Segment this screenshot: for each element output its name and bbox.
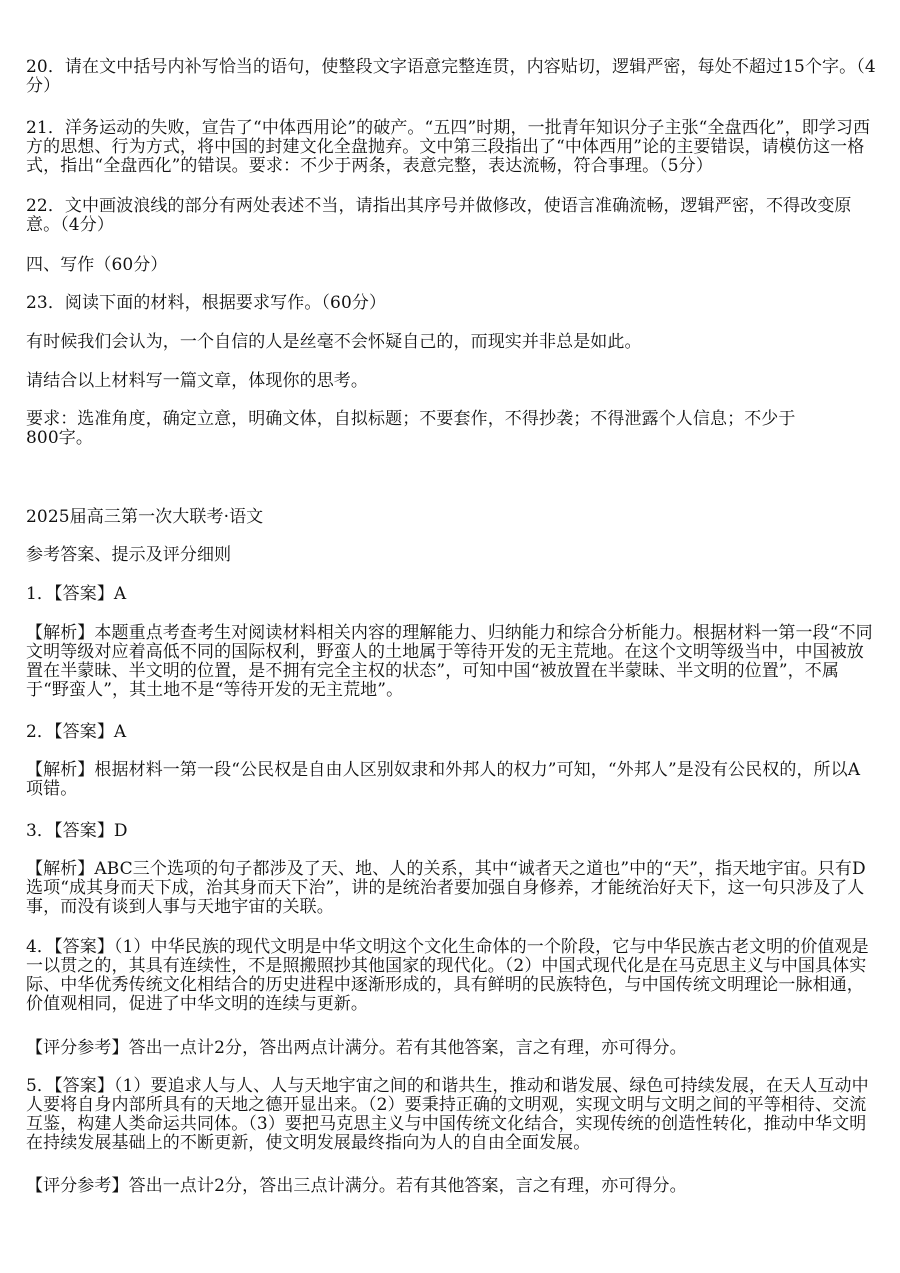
question-21: 21．洋务运动的失败，宣告了“中体西用论”的破产。“五四”时期，一批青年知识分子主张“全盘西化”，即学习西方的思想、行为方式，将中国的封建文化全盘抛弃。文中第三段指出了“中体西用”论的主要错误，请模仿这一格式，指出“全盘西化”的错误。要求：不少于两条，表意完整，表达流畅，符合事理。（5分） <box>26 118 871 176</box>
answer-3-explanation: 【解析】ABC三个选项的句子都涉及了天、地、人的关系，其中“诚者天之道也”中的“天”，指天地宇宙。只有D选项“成其身而天下成，治其身而天下治”，讲的是统治者要加强自身修养，才能统治好天下，这一句只涉及了人事，而没有谈到人事与天地宇宙的关联。 <box>26 859 866 917</box>
answer-5-scoring: 【评分参考】答出一点计2分，答出三点计满分。若有其他答案，言之有理，亦可得分。 <box>26 1176 687 1196</box>
answer-3: 3．【答案】D <box>26 821 128 841</box>
writing-instruction: 请结合以上材料写一篇文章，体现你的思考。 <box>26 371 368 391</box>
answer-2: 2．【答案】A <box>26 722 127 742</box>
answer-4-scoring: 【评分参考】答出一点计2分，答出两点计满分。若有其他答案，言之有理，亦可得分。 <box>26 1038 687 1058</box>
answer-key-subtitle: 参考答案、提示及评分细则 <box>26 545 232 565</box>
question-20: 20．请在文中括号内补写恰当的语句，使整段文字语意完整连贯，内容贴切，逻辑严密，每处不超过15个字。（4分） <box>26 57 876 96</box>
answer-5: 5．【答案】（1）要追求人与人、人与天地宇宙之间的和谐共生，推动和谐发展、绿色可持续发展，在天人互动中人要将自身内部所具有的天地之德开显出来。（2）要秉持正确的文明观，实现文明与文明之间的平等相待、交流互鉴，构建人类命运共同体。（3）要把马克思主义与中国传统文化结合，实现传统的创造性转化，推动中华文明在持续发展基础上的不断更新，使文明发展最终指向为人的自由全面发展。 <box>26 1076 869 1153</box>
section-heading-writing: 四、写作（60分） <box>26 255 168 275</box>
answer-4: 4．【答案】（1）中华民族的现代文明是中华文明这个文化生命体的一个阶段，它与中华民族古老文明的价值观是一以贯之的，其具有连续性，不是照搬照抄其他国家的现代化。（2）中国式现代化是在马克思主义与中国具体实际、中华优秀传统文化相结合的历史进程中逐渐形成的，具有鲜明的民族特色，与中国传统文明理论一脉相通，价值观相同，促进了中华文明的连续与更新。 <box>26 937 869 1014</box>
answer-2-explanation: 【解析】根据材料一第一段“公民权是自由人区别奴隶和外邦人的权力”可知，“外邦人”是没有公民权的，所以A项错。 <box>26 760 861 799</box>
answer-1: 1．【答案】A <box>26 584 127 604</box>
answer-key-title: 2025届高三第一次大联考·语文 <box>26 507 264 527</box>
writing-material: 有时候我们会认为，一个自信的人是丝毫不会怀疑自己的，而现实并非总是如此。 <box>26 332 642 352</box>
answer-1-explanation: 【解析】本题重点考查考生对阅读材料相关内容的理解能力、归纳能力和综合分析能力。根据材料一第一段“不同文明等级对应着高低不同的国际权利，野蛮人的土地属于等待开发的无主荒地。在这个文明等级当中，中国被放置在半蒙昧、半文明的位置，是不拥有完全主权的状态”，可知中国“被放置在半蒙昧、半文明的位置”，不属于“野蛮人”，其土地不是“等待开发的无主荒地”。 <box>26 623 873 700</box>
question-23: 23．阅读下面的材料，根据要求写作。（60分） <box>26 293 387 313</box>
writing-requirement: 要求：选准角度，确定立意，明确文体，自拟标题；不要套作，不得抄袭；不得泄露个人信息；不少于800字。 <box>26 409 796 448</box>
question-22: 22．文中画波浪线的部分有两处表述不当，请指出其序号并做修改，使语言准确流畅，逻辑严密，不得改变原意。（4分） <box>26 196 852 235</box>
